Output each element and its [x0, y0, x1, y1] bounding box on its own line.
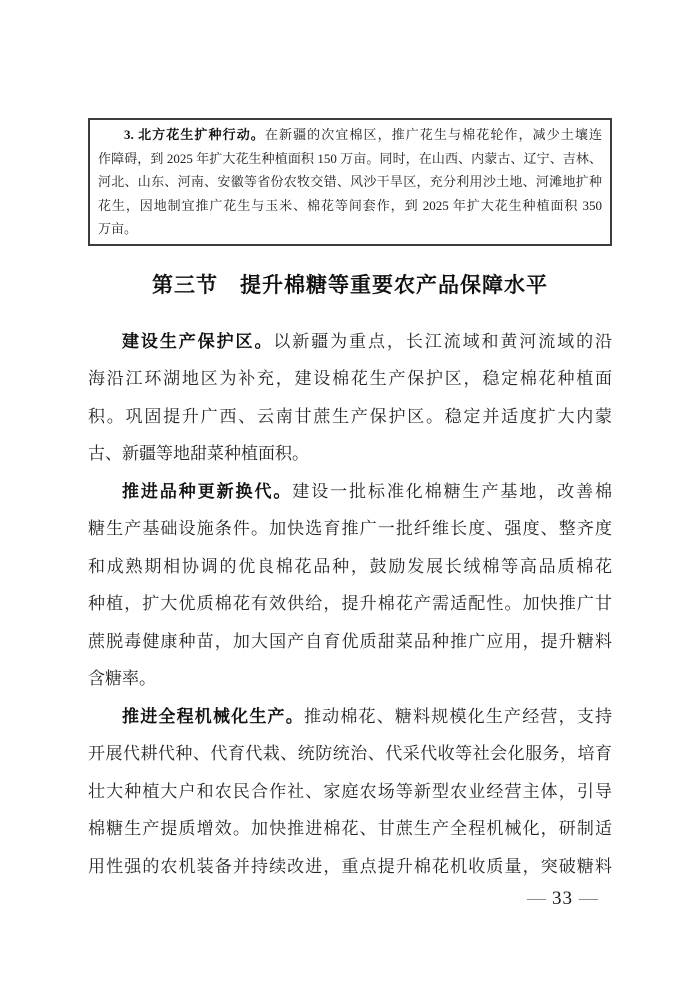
text-line — [88, 585, 612, 623]
page-number-value: 33 — [552, 888, 573, 909]
paragraph-lead: 推进品种更新换代。 — [122, 481, 293, 501]
page-number-dash-right: — — [579, 888, 598, 909]
line-text: 建设一批标准化棉糖生产基地，改善棉 — [292, 481, 612, 501]
line-text: 在新疆的次宜棉区，推广花生与棉花轮作，减少土壤连 — [264, 127, 602, 142]
line-text: 以新疆为重点，长江流域和黄河流域的沿 — [273, 331, 612, 351]
text-line — [98, 217, 602, 241]
line-text: 蔗脱毒健康种苗，加大国产自育优质甜菜品种推广应用，提升糖料 — [88, 631, 612, 651]
line-text: 古、新疆等地甜菜种植面积。 — [88, 444, 309, 464]
line-text: 开展代耕代种、代育代栽、统防统治、代采代收等社会化服务，培育 — [88, 744, 612, 764]
text-line — [88, 548, 612, 586]
text-line — [88, 323, 612, 361]
line-text: 壮大种植大户和农民合作社、家庭农场等新型农业经营主体，引导 — [88, 781, 612, 801]
text-line — [88, 773, 612, 811]
line-text: 种植，扩大优质棉花有效供给，提升棉花产需适配性。加快推广甘 — [88, 594, 612, 614]
line-text: 糖生产基础设施条件。加快选育推广一批纤维长度、强度、整齐度 — [88, 519, 612, 539]
text-line — [88, 510, 612, 548]
paragraph-production-zones — [88, 323, 612, 473]
text-line — [98, 170, 602, 194]
text-line — [88, 848, 612, 886]
line-text: 万亩。 — [98, 221, 138, 237]
line-text: 和成熟期相协调的优良棉花品种，鼓励发展长绒棉等高品质棉花 — [88, 556, 612, 576]
page-number — [521, 886, 604, 912]
paragraph-lead: 3. 北方花生扩种行动。 — [124, 127, 265, 142]
text-line — [88, 735, 612, 773]
text-line — [88, 473, 612, 511]
section-heading: 第三节 提升棉糖等重要农产品保障水平 — [152, 272, 548, 297]
text-line — [88, 360, 612, 398]
text-line — [88, 398, 612, 436]
action-notice-box — [88, 118, 612, 246]
paragraph-lead: 建设生产保护区。 — [122, 331, 274, 351]
text-line — [88, 623, 612, 661]
line-text: 作障碍，到 2025 年扩大花生种植面积 150 万亩。同时，在山西、内蒙古、辽宁、吉林、 — [98, 150, 602, 166]
text-line — [98, 194, 602, 218]
text-line — [88, 698, 612, 736]
paragraph-mechanization — [88, 698, 612, 886]
line-text: 河北、山东、河南、安徽等省份农牧交错、风沙干旱区，充分利用沙土地、河滩地扩种 — [98, 174, 602, 190]
line-text: 用性强的农机装备并持续改进，重点提升棉花机收质量，突破糖料 — [88, 856, 612, 876]
page-number-dash-left: — — [527, 888, 546, 909]
text-line — [88, 660, 612, 698]
text-line — [88, 810, 612, 848]
paragraph-lead: 推进全程机械化生产。 — [122, 706, 304, 726]
line-text: 花生，因地制宜推广花生与玉米、棉花等间套作，到 2025 年扩大花生种植面积 350 — [98, 197, 602, 213]
text-line — [88, 435, 612, 473]
line-text: 积。巩固提升广西、云南甘蔗生产保护区。稳定并适度扩大内蒙 — [88, 406, 612, 426]
body-paragraphs — [88, 323, 612, 886]
line-text: 棉糖生产提质增效。加快推进棉花、甘蔗生产全程机械化，研制适 — [88, 819, 612, 839]
line-text: 含糖率。 — [88, 669, 156, 689]
paragraph-variety-renewal — [88, 473, 612, 698]
line-text: 海沿江环湖地区为补充，建设棉花生产保护区，稳定棉花种植面 — [88, 369, 612, 389]
text-line — [98, 123, 602, 147]
text-line — [98, 147, 602, 171]
line-text: 推动棉花、糖料规模化生产经营，支持 — [303, 706, 612, 726]
